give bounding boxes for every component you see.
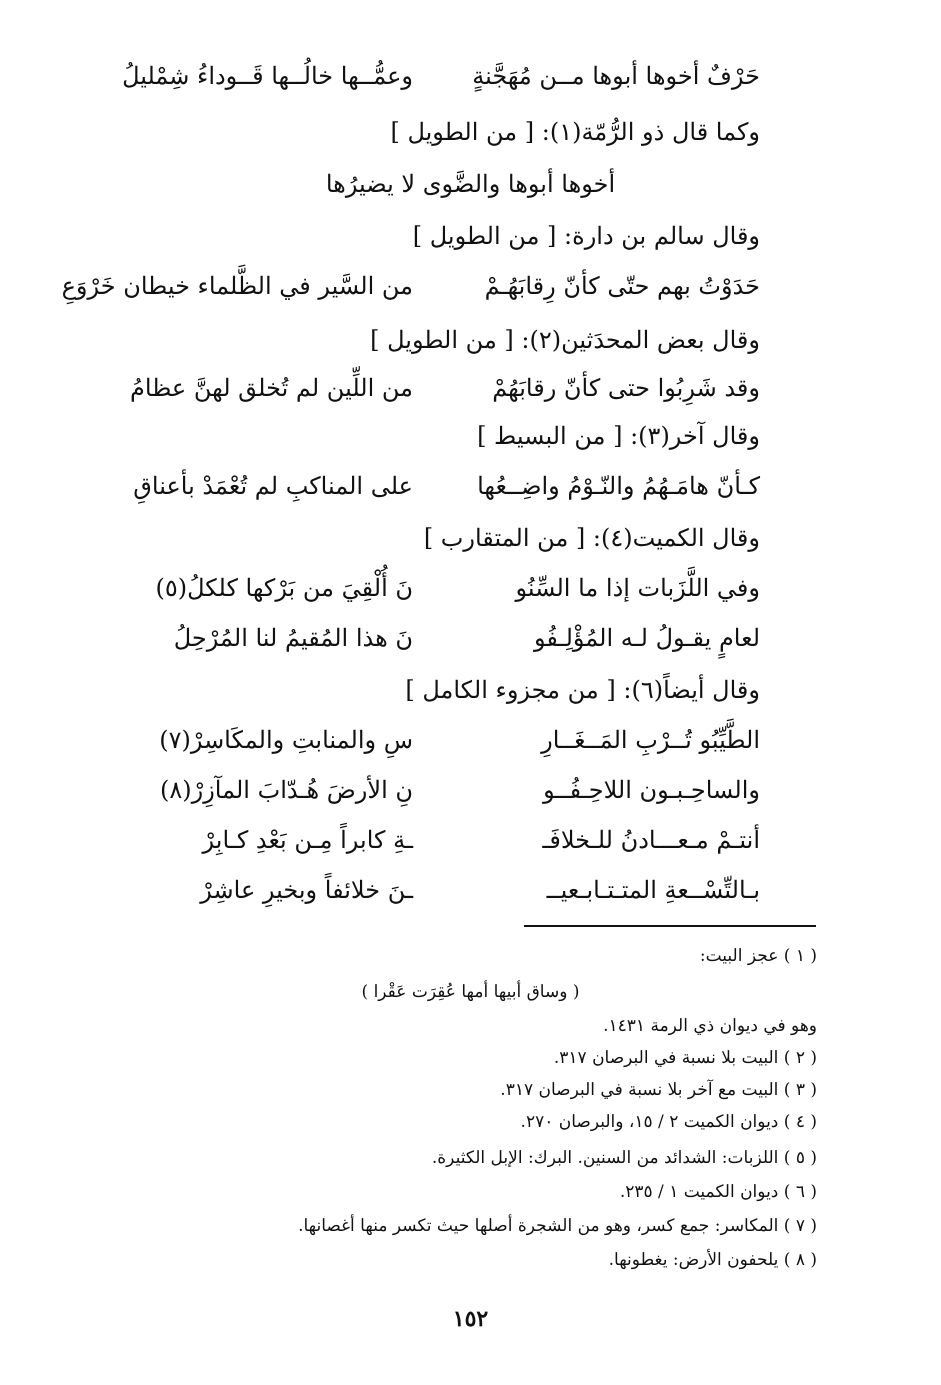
verse-7-second-half: سِ والمنابتِ والمكَاسِرْ(٧) — [159, 726, 413, 754]
footnote-8: ( ٨ ) يلحفون الأرض: يغطونها. — [608, 1250, 817, 1270]
footnote-3: ( ٣ ) البيت مع آخر بلا نسبة في البرصان ٣١٧. — [500, 1080, 817, 1100]
footnote-1-quote: ( وساق أبيها أمها عُقِرَت عَقْرا ) — [361, 982, 580, 1002]
verse-7-first-half: الطَّيِّبُو تُــرْبِ المَــغَــارِ — [541, 726, 760, 754]
verse-4-second-half: على المناكبِ لم تُعْمَدْ بأعناقِ — [133, 472, 413, 500]
page-number: ١٥٢ — [452, 1306, 489, 1332]
verse-2-first-half: حَدَوْتُ بهم حتّى كأنّ رِقابَهُـمْ — [484, 272, 760, 300]
verse-6-first-half: لعامٍ يقـولُ لـه المُؤْلِـفُو — [534, 624, 760, 652]
intro-kumait-again: وقال أيضاً(٦): [ من مجزوء الكامل ] — [405, 676, 760, 704]
verse-10-first-half: بـالتِّسْــعةِ المتـتـابـعيــ — [546, 876, 760, 904]
verse-6-second-half: نَ هذا المُقيمُ لنا المُرْحِلُ — [173, 624, 413, 652]
intro-akhar: وقال آخر(٣): [ من البسيط ] — [477, 422, 760, 450]
footnote-4: ( ٤ ) ديوان الكميت ٢ / ١٥، والبرصان ٢٧٠. — [520, 1112, 817, 1132]
footnote-2: ( ٢ ) البيت بلا نسبة في البرصان ٣١٧. — [553, 1048, 817, 1068]
verse-3-second-half: من اللِّين لم تُخلق لهنَّ عظامُ — [130, 374, 413, 402]
intro-salim-ibn-dara: وقال سالم بن دارة: [ من الطويل ] — [412, 222, 760, 250]
verse-8-second-half: نِ الأرضَ هُـدّابَ المآزِرْ(٨) — [160, 776, 413, 804]
footnote-6: ( ٦ ) ديوان الكميت ١ / ٢٣٥. — [619, 1182, 817, 1202]
intro-muhdathin: وقال بعض المحدَثين(٢): [ من الطويل ] — [370, 326, 760, 354]
intro-dhu-rumma: وكما قال ذو الرُّمّة(١): [ من الطويل ] — [390, 118, 760, 146]
verse-9-second-half: ـةِ كابراً مِـن بَعْدِ كـابِرْ — [202, 826, 413, 854]
footnote-5: ( ٥ ) اللزبات: الشدائد من السنين. البرك: الإبل الكثيرة. — [431, 1148, 817, 1168]
footnote-separator — [524, 925, 816, 927]
verse-5-first-half: وفي اللَّزَبات إذا ما السِّنُو — [515, 574, 760, 602]
verse-10-second-half: ـنَ خلائفاً وبخيرِ عاشِرْ — [200, 876, 413, 904]
verse-9-first-half: أنتـمْ مـعـــادنُ للـخلافَـ — [542, 826, 760, 854]
intro-kumait: وقال الكميت(٤): [ من المتقارب ] — [423, 524, 760, 552]
verse-4-first-half: كـأنّ هامَـهُمُ والنّـوْمُ واضِــعُها — [477, 472, 760, 500]
footnote-7: ( ٧ ) المكاسر: جمع كسر، وهو من الشجرة أصلها حيث تكسر منها أغصانها. — [298, 1216, 817, 1236]
verse-3-first-half: وقد شَرِبُوا حتى كأنّ رقابَهُمْ — [492, 374, 760, 402]
single-hemistich: أخوها أبوها والضَّوى لا يضيرُها — [325, 170, 616, 198]
verse-2-second-half: من السَّير في الظَّلماء خيطان خَرْوَعِ — [61, 272, 413, 300]
verse-5-second-half: نَ أُلْقِيَ من بَرْكها كلكلُ(٥) — [155, 574, 413, 602]
footnote-1-label: ( ١ ) عجز البيت: — [699, 946, 817, 966]
verse-1-first-half: حَرْفٌ أخوها أبوها مــن مُهَجَّنةٍ — [472, 62, 760, 90]
footnote-1-source: وهو في ديوان ذي الرمة ١٤٣١. — [603, 1016, 817, 1036]
verse-8-first-half: والساحِـبـون اللاحِـفُــو — [543, 776, 760, 804]
verse-1-second-half: وعمُّــها خالُــها قَــوداءُ شِمْليلُ — [122, 62, 413, 90]
